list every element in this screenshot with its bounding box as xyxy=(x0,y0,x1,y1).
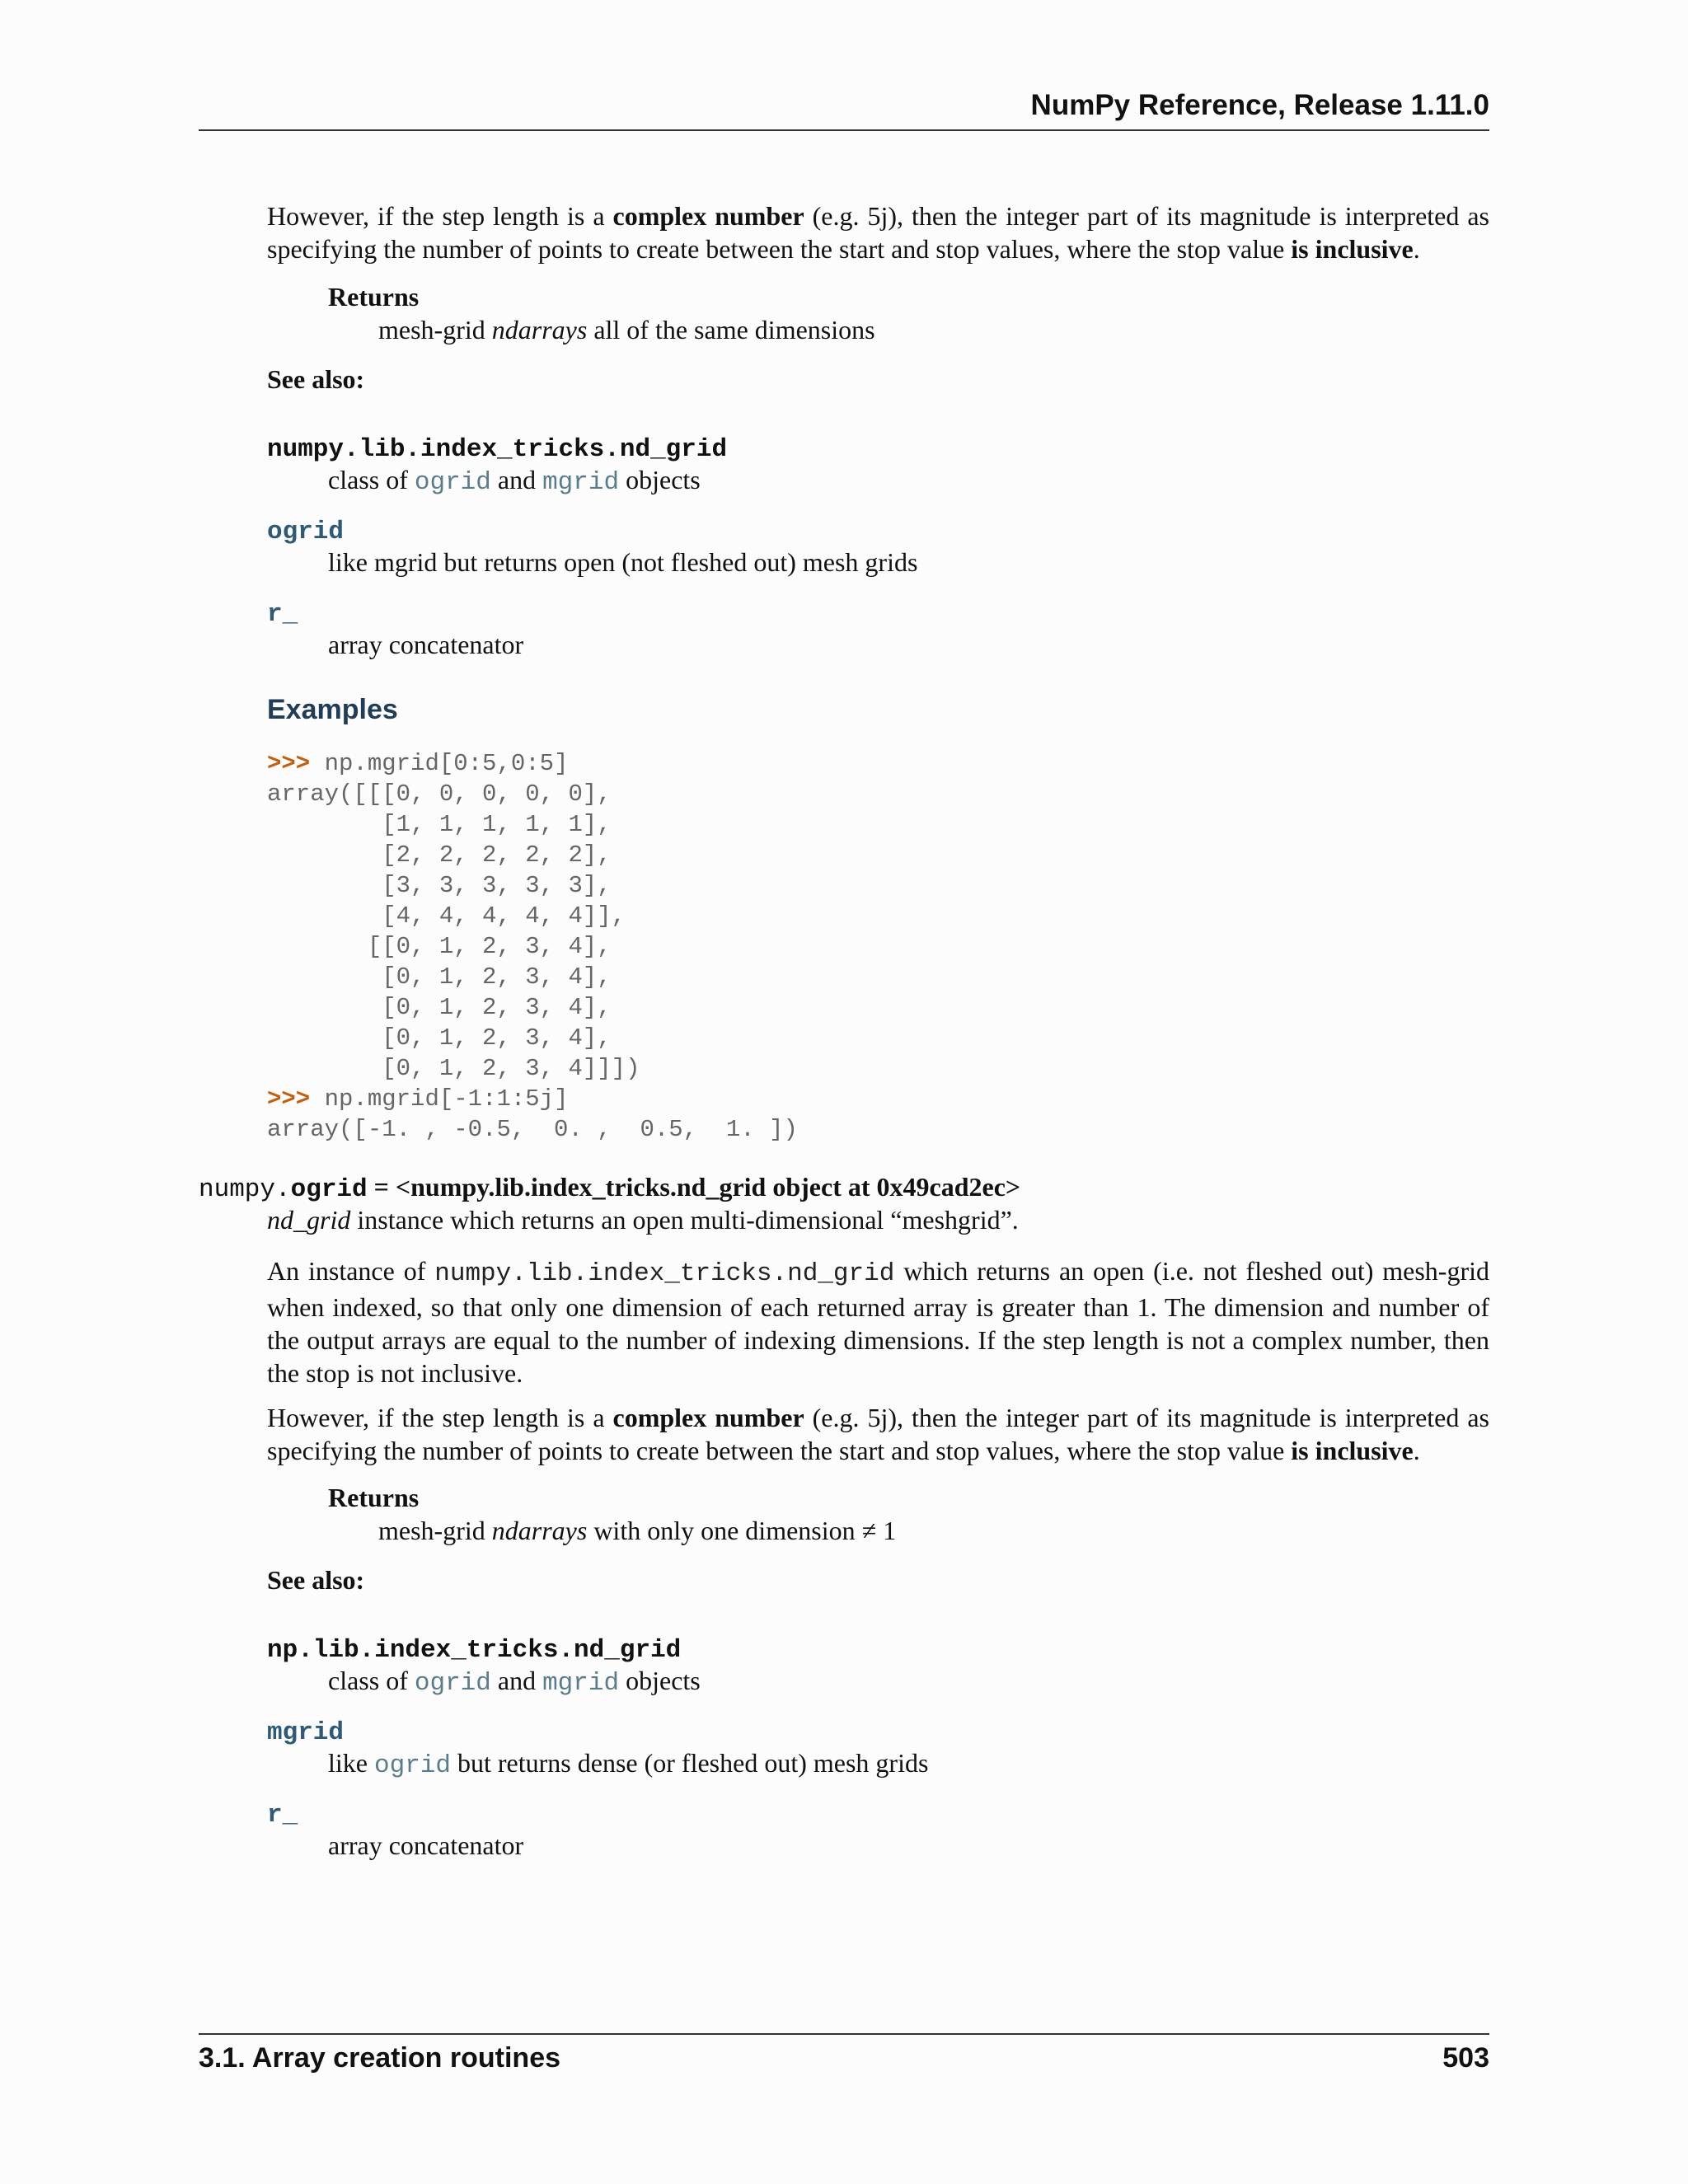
link-ogrid[interactable]: ogrid xyxy=(414,1669,491,1698)
page-number: 503 xyxy=(1442,2042,1489,2074)
mgrid-complex-step-paragraph: However, if the step length is a complex number (e.g. 5j), then the integer part of its magnitude is interpreted as specifying the number of points to create between the start and stop values, where the stop value is inclusive. xyxy=(267,201,1490,264)
code-output-line: [2, 2, 2, 2, 2], xyxy=(267,841,612,869)
code-line-1: np.mgrid[0:5,0:5] xyxy=(310,750,569,777)
ogrid-complex-step-paragraph: However, if the step length is a complex number (e.g. 5j), then the integer part of its magnitude is interpreted as specifying the number of points to create between the start and stop values, where the stop value is inclusive. xyxy=(267,1403,1490,1465)
code-prompt: >>> xyxy=(267,750,311,777)
footer-rule xyxy=(199,2033,1489,2035)
see-also-ref-r[interactable]: r_ xyxy=(267,1801,298,1830)
see-also-heading: See also: xyxy=(267,1565,365,1595)
see-also-desc-r: array concatenator xyxy=(328,630,524,659)
code-output-line: array([-1. , -0.5, 0. , 0.5, 1. ]) xyxy=(267,1116,798,1143)
examples-heading: Examples xyxy=(267,694,398,725)
see-also-heading: See also: xyxy=(267,364,365,394)
returns-description: mesh-grid ndarrays with only one dimension ≠ 1 xyxy=(378,1516,897,1545)
link-ogrid[interactable]: ogrid xyxy=(414,468,491,497)
code-output-line: [4, 4, 4, 4, 4]], xyxy=(267,902,626,930)
returns-label: Returns xyxy=(328,282,420,312)
see-also-ref-ogrid[interactable]: ogrid xyxy=(267,518,345,546)
see-also-ref-mgrid[interactable]: mgrid xyxy=(267,1718,345,1747)
link-mgrid[interactable]: mgrid xyxy=(542,468,620,497)
code-output-line: [1, 1, 1, 1, 1], xyxy=(267,811,612,838)
returns-description: mesh-grid ndarrays all of the same dimensions xyxy=(378,315,875,344)
see-also-desc-mgrid: like ogrid but returns dense (or fleshed out) mesh grids xyxy=(328,1748,929,1780)
header-rule xyxy=(199,129,1489,131)
code-output-line: [3, 3, 3, 3, 3], xyxy=(267,872,612,899)
returns-label: Returns xyxy=(328,1483,420,1512)
ogrid-signature: numpy.ogrid = <numpy.lib.index_tricks.nd_grid object at 0x49cad2ec> xyxy=(199,1172,1021,1204)
code-output-line: [0, 1, 2, 3, 4], xyxy=(267,1024,612,1052)
link-ogrid[interactable]: ogrid xyxy=(373,1751,451,1780)
code-output-line: array([[[0, 0, 0, 0, 0], xyxy=(267,780,612,808)
ogrid-description-paragraph: An instance of numpy.lib.index_tricks.nd_grid which returns an open (i.e. not fleshed out) mesh-grid when indexed, so that only one dimension of each returned array is greater than 1. The dimension and number of the output arrays are equal to the number of indexing dimensions. If the step length is not a complex number, then the stop is not inclusive. xyxy=(267,1256,1490,1388)
see-also-desc-nd-grid: class of ogrid and mgrid objects xyxy=(328,1666,701,1698)
see-also-ref-r[interactable]: r_ xyxy=(267,600,298,629)
code-prompt: >>> xyxy=(267,1085,311,1113)
code-output-line: [[0, 1, 2, 3, 4], xyxy=(267,933,612,960)
footer-section-title: 3.1. Array creation routines xyxy=(199,2042,561,2074)
code-output-line: [0, 1, 2, 3, 4], xyxy=(267,994,612,1021)
see-also-desc-r: array concatenator xyxy=(328,1830,524,1860)
running-header: NumPy Reference, Release 1.11.0 xyxy=(1030,89,1489,121)
code-output-line: [0, 1, 2, 3, 4]]]) xyxy=(267,1055,640,1082)
code-line-2: np.mgrid[-1:1:5j] xyxy=(310,1085,569,1113)
ogrid-summary: nd_grid instance which returns an open multi-dimensional “meshgrid”. xyxy=(267,1205,1019,1235)
examples-code-block xyxy=(267,748,798,1145)
see-also-desc-ogrid: like mgrid but returns open (not fleshed out) mesh grids xyxy=(328,547,918,577)
see-also-ref-nd-grid[interactable]: numpy.lib.index_tricks.nd_grid xyxy=(267,435,728,464)
see-also-ref-nd-grid[interactable]: np.lib.index_tricks.nd_grid xyxy=(267,1636,682,1665)
code-output-line: [0, 1, 2, 3, 4], xyxy=(267,963,612,991)
link-mgrid[interactable]: mgrid xyxy=(542,1669,620,1698)
see-also-desc-nd-grid: class of ogrid and mgrid objects xyxy=(328,465,701,497)
